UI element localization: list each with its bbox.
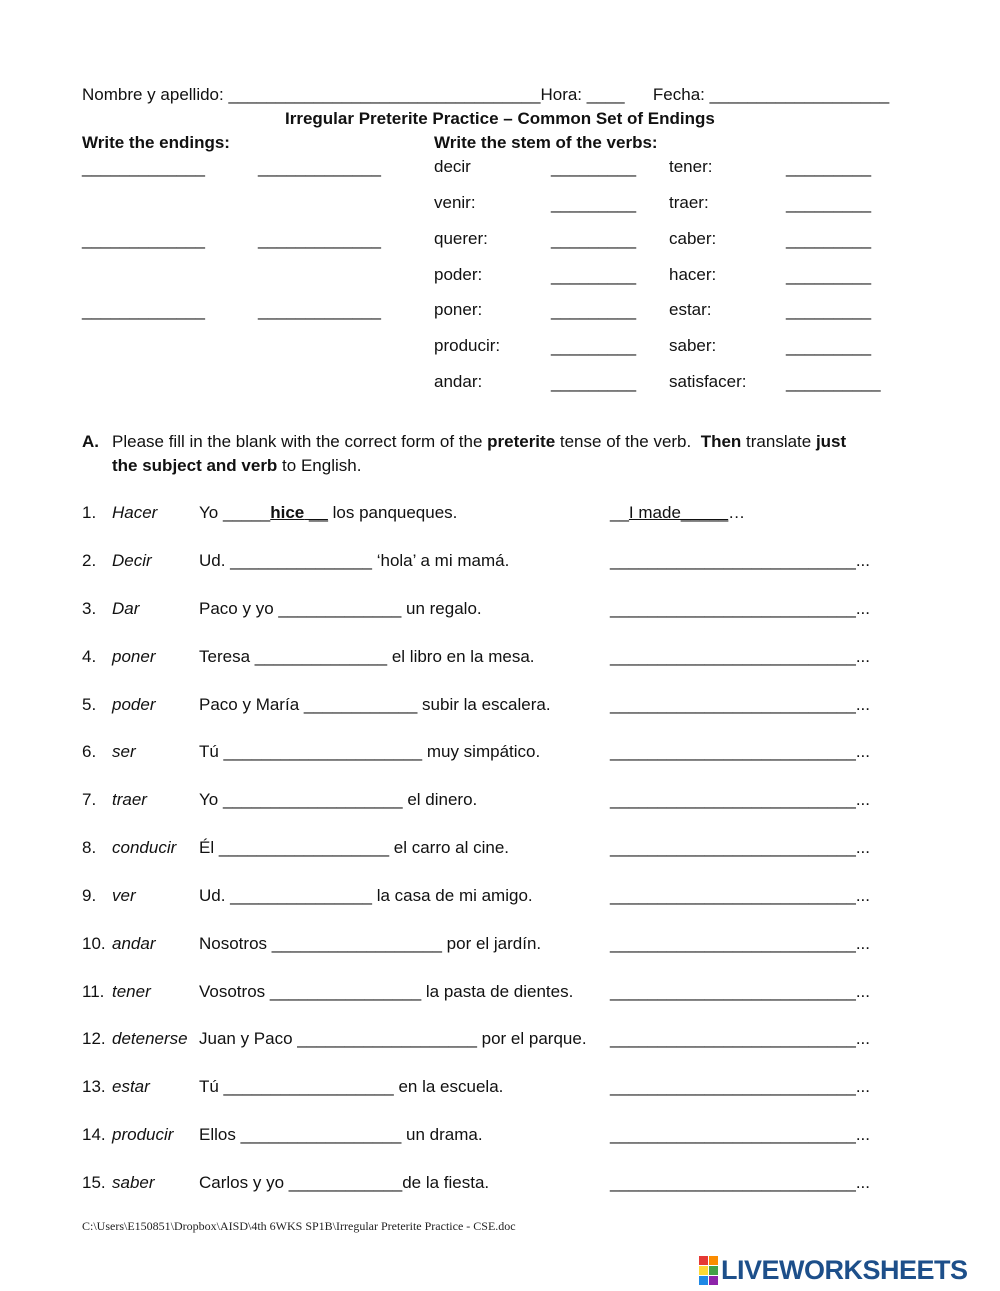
ending-blank[interactable]: _____________ — [82, 230, 205, 249]
logo-block — [699, 1256, 708, 1265]
item-sentence[interactable]: Paco y yo _____________ un regalo. — [199, 599, 482, 618]
item-sentence[interactable]: Vosotros ________________ la pasta de dientes. — [199, 982, 574, 1001]
stem-verb: hacer: — [669, 265, 717, 284]
item-translation-blank[interactable]: __________________________... — [610, 599, 870, 618]
item-sentence[interactable]: Carlos y yo ____________de la fiesta. — [199, 1173, 490, 1192]
stem-verb: estar: — [669, 300, 712, 319]
item-verb: tener — [112, 982, 151, 1001]
item-verb: conducir — [112, 838, 177, 857]
item-translation-blank[interactable]: __________________________... — [610, 1125, 870, 1144]
stem-verb: venir: — [434, 193, 476, 212]
item-sentence[interactable]: Teresa ______________ el libro en la mesa. — [199, 647, 535, 666]
item-translation-blank[interactable]: __________________________... — [610, 551, 870, 570]
item-number: 9. — [82, 886, 97, 905]
item-verb: ver — [112, 886, 136, 905]
document-path: C:\Users\E150851\Dropbox\AISD\4th 6WKS SP1B\Irregular Preterite Practice - CSE.doc — [82, 1219, 516, 1233]
stem-blank[interactable]: _________ — [551, 158, 637, 177]
item-sentence[interactable]: Ellos _________________ un drama. — [199, 1125, 483, 1144]
item-translation-blank[interactable]: __________________________... — [610, 982, 870, 1001]
item-sentence[interactable]: Juan y Paco ___________________ por el parque. — [199, 1029, 587, 1048]
ending-blank[interactable]: _____________ — [258, 301, 381, 320]
ending-blank[interactable]: _____________ — [258, 230, 381, 249]
logo-text: LIVEWORKSHEETS — [721, 1254, 968, 1285]
item-number: 12. — [82, 1029, 106, 1048]
stem-verb: poner: — [434, 300, 483, 319]
worksheet-title: Irregular Preterite Practice – Common Set of Endings — [285, 109, 715, 128]
item-verb: poder — [112, 695, 156, 714]
item-sentence[interactable]: Yo ___________________ el dinero. — [199, 790, 478, 809]
stem-verb: saber: — [669, 336, 717, 355]
section-a-label: A. — [82, 432, 99, 451]
ending-blank[interactable]: _____________ — [82, 158, 205, 177]
example-sentence: Yo _____hice __ los panqueques. — [199, 503, 458, 522]
item-number: 8. — [82, 838, 97, 857]
stem-verb: poder: — [434, 265, 483, 284]
item-sentence[interactable]: Él __________________ el carro al cine. — [199, 838, 510, 857]
item-number: 7. — [82, 790, 97, 809]
stem-blank[interactable]: _________ — [551, 266, 637, 285]
logo-block — [709, 1256, 718, 1265]
item-number: 13. — [82, 1077, 106, 1096]
logo-block — [699, 1266, 708, 1275]
item-sentence[interactable]: Tú _____________________ muy simpático. — [199, 742, 541, 761]
item-verb: traer — [112, 790, 147, 809]
item-sentence[interactable]: Tú __________________ en la escuela. — [199, 1077, 504, 1096]
item-number: 10. — [82, 934, 106, 953]
item-sentence[interactable]: Nosotros __________________ por el jardín. — [199, 934, 542, 953]
stem-blank[interactable]: _________ — [551, 301, 637, 320]
item-translation-blank[interactable]: __________________________... — [610, 934, 870, 953]
item-number: 3. — [82, 599, 97, 618]
item-translation-blank[interactable]: __________________________... — [610, 1173, 870, 1192]
stem-blank[interactable]: _________ — [786, 301, 872, 320]
item-verb: andar — [112, 934, 156, 953]
stem-blank[interactable]: _________ — [551, 194, 637, 213]
item-translation-blank[interactable]: __________________________... — [610, 886, 870, 905]
item-verb: estar — [112, 1077, 150, 1096]
stem-verb: producir: — [434, 336, 501, 355]
item-sentence[interactable]: Paco y María ____________ subir la escalera. — [199, 695, 551, 714]
item-translation-blank[interactable]: __________________________... — [610, 1029, 870, 1048]
stem-blank[interactable]: _________ — [786, 194, 872, 213]
item-verb: detenerse — [112, 1029, 188, 1048]
stem-blank[interactable]: _________ — [551, 230, 637, 249]
stem-heading: Write the stem of the verbs: — [434, 133, 658, 152]
item-number: 15. — [82, 1173, 106, 1192]
stem-blank[interactable]: _________ — [786, 230, 872, 249]
stem-verb: querer: — [434, 229, 488, 248]
name-date-line[interactable]: Nombre y apellido: _________________________________Hora: ____ Fecha: ___________________ — [82, 85, 890, 104]
stem-blank[interactable]: _________ — [786, 337, 872, 356]
section-a-instructions-line2: the subject and verb to English. — [112, 456, 362, 475]
item-number: 11. — [82, 982, 105, 1001]
item-verb: Dar — [112, 599, 140, 618]
stem-verb: andar: — [434, 372, 483, 391]
item-number: 2. — [82, 551, 97, 570]
stem-verb: satisfacer: — [669, 372, 747, 391]
logo-block — [709, 1276, 718, 1285]
item-number: 6. — [82, 742, 97, 761]
item-translation-blank[interactable]: __________________________... — [610, 695, 870, 714]
stem-blank[interactable]: _________ — [786, 266, 872, 285]
stem-blank[interactable]: _________ — [551, 337, 637, 356]
item-verb: Decir — [112, 551, 152, 570]
item-number: 14. — [82, 1125, 106, 1144]
stem-blank[interactable]: _________ — [551, 373, 637, 392]
item-sentence[interactable]: Ud. _______________ la casa de mi amigo. — [199, 886, 533, 905]
stem-blank[interactable]: _________ — [786, 158, 872, 177]
stem-verb: tener: — [669, 157, 713, 176]
item-translation-blank[interactable]: __________________________... — [610, 647, 870, 666]
item-verb: producir — [112, 1125, 174, 1144]
section-a-instructions-line1: Please fill in the blank with the correct form of the preterite tense of the verb. Then translate just — [112, 432, 847, 451]
example-translation: __I made_____… — [610, 503, 746, 522]
stem-blank[interactable]: __________ — [786, 373, 881, 392]
stem-verb: traer: — [669, 193, 709, 212]
stem-verb: caber: — [669, 229, 717, 248]
item-verb: saber — [112, 1173, 155, 1192]
logo-block — [709, 1266, 718, 1275]
endings-heading: Write the endings: — [82, 133, 230, 152]
item-translation-blank[interactable]: __________________________... — [610, 790, 870, 809]
item-number: 5. — [82, 695, 97, 714]
liveworksheets-logo — [699, 1255, 968, 1285]
item-verb: Hacer — [112, 503, 158, 522]
stem-verb: decir — [434, 157, 471, 176]
ending-blank[interactable]: _____________ — [82, 301, 205, 320]
ending-blank[interactable]: _____________ — [258, 158, 381, 177]
item-verb: poner — [112, 647, 156, 666]
example-answer: hice — [270, 503, 305, 522]
item-verb: ser — [112, 742, 136, 761]
logo-block — [699, 1276, 708, 1285]
item-translation-blank[interactable]: __________________________... — [610, 742, 870, 761]
item-number: 1. — [82, 503, 97, 522]
logo-icon — [699, 1256, 718, 1285]
item-number: 4. — [82, 647, 97, 666]
item-translation-blank[interactable]: __________________________... — [610, 1077, 870, 1096]
item-translation-blank[interactable]: __________________________... — [610, 838, 870, 857]
item-sentence[interactable]: Ud. _______________ ‘hola’ a mi mamá. — [199, 551, 510, 570]
